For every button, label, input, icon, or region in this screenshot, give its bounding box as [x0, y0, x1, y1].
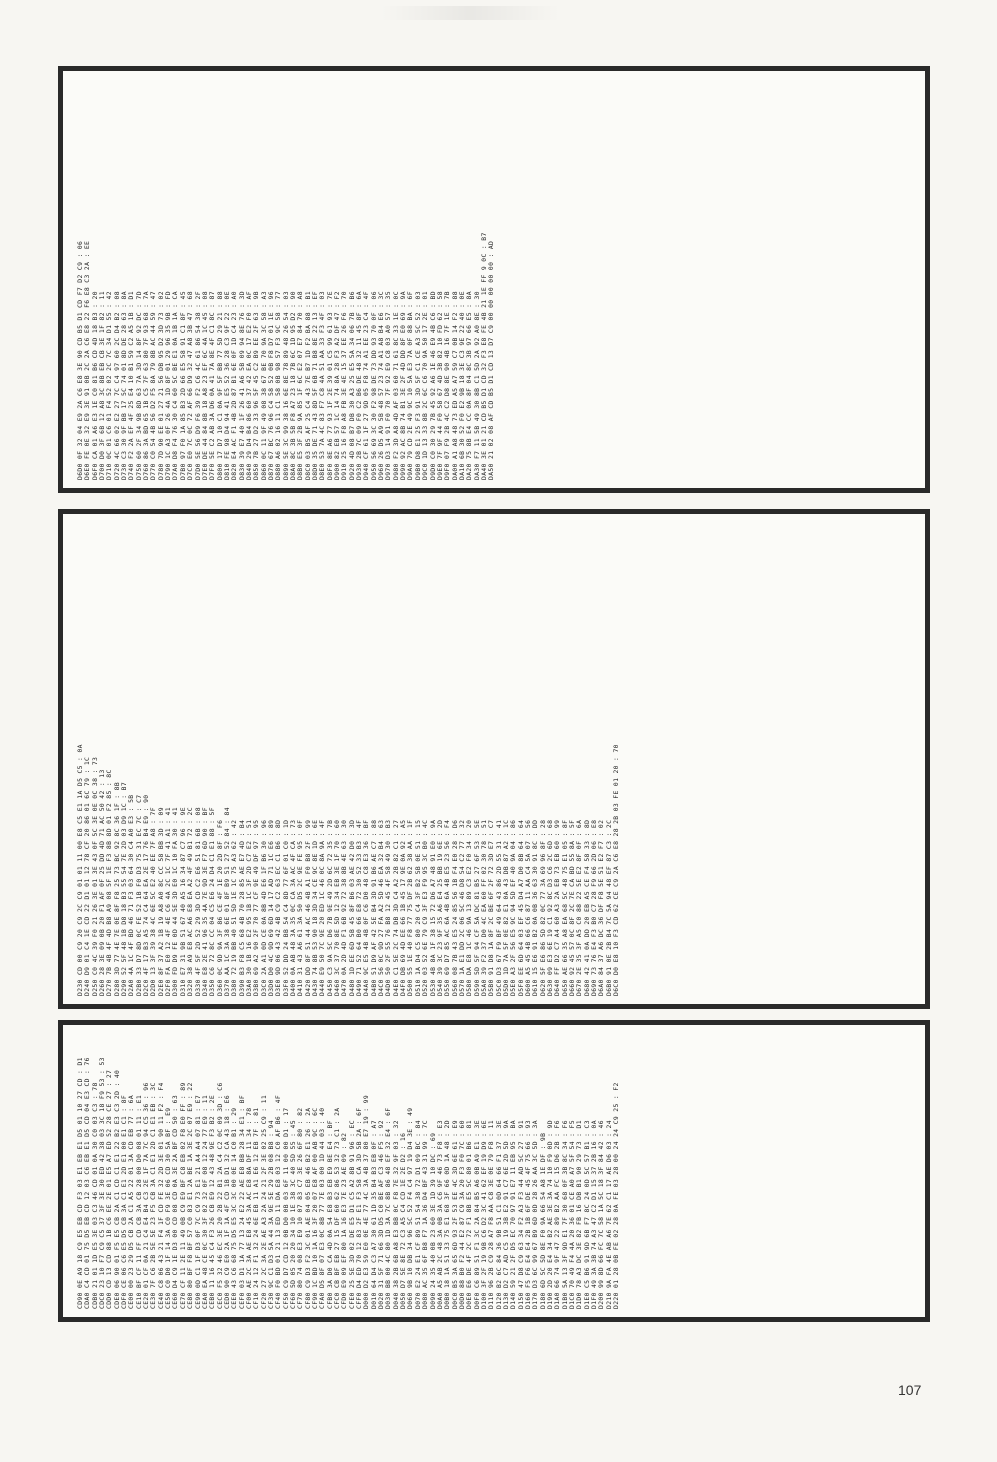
hex-line: D900 82 EB 57 1C 14 74 8A 28 F3 A2 DF 47 : F2	[333, 291, 342, 480]
hex-line: D9A0 79 CD 2E 49 9C 10 5A E3 7A 0F 88 BA : 6F	[406, 291, 415, 480]
scan-smudge	[380, 6, 560, 20]
hex-line: D4A0 9C E5 4B 4B 0F C6 D0 48 C8 E3 36 : BF	[362, 819, 371, 996]
hex-line: D7D0 5E 56 D9 F6 39 F2 C6 4C 61 86 54 38 : 2F	[193, 291, 202, 480]
hex-line: D640 FF D2 C7 A4 60 A3 2A EB 73 EB 60 : 99	[553, 819, 562, 996]
hex-line: D810 FE 98 D4 94 41 E5 52 36 28 C3 9F 22 : 0E	[222, 291, 231, 480]
hex-line: D1C0 70 49 F4 4A 20 36 01 CE A0 A7 5F 54 : F5	[568, 1120, 577, 1309]
hex-line: CE20 01 CF 0A 21 C4 E4 B4 C3 2E 1F 7A 7C 94 C5 36 : 96	[142, 1082, 151, 1309]
hex-line: D540 39 3C 23 9F 35 A6 E4 25 BB 19 6E : 2D	[435, 819, 444, 996]
hex-line: D590 5D 5F 94 CF 5A DC 81 B5 27 6F 53 : 5E	[472, 819, 481, 996]
hex-line: D8C0 03 B5 AF 25 C4 43 7E B7 1D F2 BA 88 : B1	[303, 291, 312, 480]
hex-line: D650 AE 66 35 A8 EA 68 5C 48 75 E1 05 : 8F	[560, 819, 569, 996]
hex-line: D740 F2 2A EF 4F 25 E4 10 B1 59 C2 A5 1B : D1	[127, 291, 136, 480]
hex-line: D380 72 19 BB 40 51 5D 1E 1C 75 A3 62 : 42	[230, 819, 239, 996]
hex-line: D6D0 0F 32 04 E9 2A C6 E8 3E 90 CD B5 D1 CD F7 D2 C9 : 06	[76, 240, 84, 480]
hex-line: DA50 21 02 08 AF CD B5 D1 CD 13 D7 C9 00 00 00 00 00 : AD	[487, 240, 496, 480]
hex-line: D880 A6 02 16 11 C1 58 0B 98 57 F3 9C 58 : 77	[274, 291, 283, 480]
hex-line: D6B0 91 0E 2B B4 7C 5A 94 48 EF 87 C3 : 2C	[604, 819, 613, 996]
hex-line: CE40 C8 06 43 21 F4 1F CD FE 32 2D 3E 01 90 11 F2 : F4	[156, 1082, 165, 1309]
hex-line: D830 39 E7 40 1F 26 41 A6 5B 09 94 8E 76 : 3D	[237, 291, 246, 480]
hex-line: D910 25 16 F8 A8 FB 3E 4E 15 37 EE 26 F6 : 70	[340, 291, 349, 480]
hex-line: D500 55 1E 40 F8 77 75 DF 2B 62 38 AA : 1F	[406, 819, 415, 996]
hex-line: D060 9B 10 DB 34 96 5C 52 F4 C4 97 19 D4 3E : 49	[406, 1107, 415, 1309]
hex-line: CF00 AE 2C 3A AE E8 45 3A AC E8 8A DF 11 34 : 78	[244, 1107, 253, 1309]
hex-line: CFB0 3A D0 CA 4D 0A 54 E8 B3 EB E9 BE E4 : BF	[325, 1120, 334, 1309]
hex-line: D890 5E 3C 99 38 16 6E 8E 78 89 48 26 54 : 03	[281, 291, 290, 480]
hex-line: D490 71 52 64 B0 66 E8 72 30 52 33 B3 : 4F	[355, 819, 364, 996]
hex-line: CD90 0E A9 18 C9 E5 EB CD F3 03 E1 EB E1 D5 01 10 27 CD : D1	[76, 1057, 84, 1309]
hex-line: D7E0 DE 44 84 8B 18 A8 23 EF 6C 4A 1C 45 : 08	[200, 291, 209, 480]
hex-line: D240 D9 01 C4 1E CD 22 D1 01 12 78 CF 20 86 01 6C 79 : 1C	[83, 756, 92, 996]
hex-line: D030 BB 00 4C 80 1D 3A 7C 8B 86 48 EF 32 E4 : 6F	[384, 1107, 393, 1309]
hex-line: D790 1C A3 0F 26 4A 1D 8F 01 29 96 35 9B : FD	[164, 291, 173, 480]
hex-line: D780 7D 90 EE 01 27 21 56 DB 95 D2 3D 73 : 02	[156, 291, 165, 480]
hex-line: D050 D7 5E 8E 72 C3 A5 C4 CD 1E 2E D2 : 16	[399, 1132, 408, 1309]
hex-line: CFF0 D4 ED 70 12 83 2F E1 F3 58 CA 3D 5B 2A : 6F	[355, 1107, 364, 1309]
hex-line: D8E0 53 7A 4C 83 F7 C8 4A 51 AA 33 F3 4F : 03	[318, 291, 327, 480]
hex-line: D110 96 2B C9 28 A7 F8 AA C8 3E 0E 79 F8 : 11	[487, 1120, 496, 1309]
hex-line: D3C0 2A A1 0D CE 0A 8B 4D E6 1F B6 30 : 96	[259, 819, 268, 996]
hex-line: D7B0 97 F0 1A 85 B3 2D 66 E5 58 91 C1 8F : 45	[178, 291, 187, 480]
hex-line: D6E0 FE 0E 32 E9 3E 91 0B 2C 2A C6 E8 22 F6 E8 C3 2A : EE	[83, 240, 92, 480]
hex-line: D350 C6 72 8C CC 04 C5 E6 24 D4 C1 E1 88 : 5F	[208, 807, 217, 996]
hex-line: D470 0A 2D 4D F1 6B 92 72 38 8B 4E 63 : 30	[340, 819, 349, 996]
hex-line: D070 E2 24 E1 CF 89 51 54 38 72 D1 09 BC : 84	[413, 1120, 422, 1309]
hex-line: D410 31 43 A6 61 3A 50 D5 2C 9E FE 95 : 0F	[296, 819, 305, 996]
hex-line: CF90 1C BD 10 1A 16 3F 20 07 E8 AF 00 AB 9C : 6C	[311, 1107, 319, 1309]
hex-line: D000 D2 E3 59 E0 0E 4E 77 4C 3A 4B 37 80 E7 19 : 99	[362, 1094, 371, 1309]
hex-line: D3F0 52 DD 24 BB 54 C4 8D 77 6F 01 C0 : 1D	[281, 819, 290, 996]
hex-listing-panel-right	[58, 66, 930, 493]
hex-line: D210 9A FA 4E AB A6 7E 62 C1 17 AE D6 03 : 24	[604, 1120, 613, 1309]
hex-line: D4C0 56 0C 9D 27 FA A2 5D 46 EA 32 B4 : 63	[377, 819, 386, 996]
hex-line: CEE0 43 C6 68 75 D5 E5 3C 3C 00 0E 14 C0 B1 : 29	[230, 1107, 239, 1309]
hex-line: D580 DA E8 1C 46 9A 13 89 C3 E2 F0 34 : 20	[465, 819, 474, 996]
hex-line: D860 0C 11 9F 49 08 38 67 BE 70 9A 3C 58 : A3	[259, 291, 268, 480]
hex-line: CF40 F0 BD 01 21 13 ED 11 DA E8 03 12 C0 AF B6 : 4F	[274, 1094, 283, 1309]
hex-line: D1E0 C5 B6 91 9D 6B F7 8C 24 0D 5C 57 B1 : C3	[582, 1120, 591, 1309]
hex-line: D7A0 D8 F4 76 30 C4 60 5C BE E1 0A 1B 1A : CA	[171, 291, 180, 480]
hex-line: D390 B3 F8 C5 68 4B 70 28 85 AE E7 4D : B4	[237, 819, 246, 996]
hex-line: D970 D3 14 91 F0 70 7F 92 E9 C8 03 A0 57 : 35	[384, 291, 393, 480]
hex-line: D3B0 69 A2 90 2F 70 77 CF 9E 49 DF 97 : 95	[252, 819, 261, 996]
hex-listing-middle	[77, 744, 620, 996]
hex-listing-left	[77, 1057, 620, 1309]
hex-line: CE30 7F C6 2B 5E 5E 23 F5 CB 3A C1 E1 2D C1 E1 EB : 3C	[149, 1082, 158, 1309]
hex-line: D9B0 D8 E1 25 F3 91 3D 5F C1 CE A3 5C 52 : 03	[413, 291, 422, 480]
hex-line: D300 FD D9 FE 0D 44 5E 3D E0 1C 10 FA 30 : 41	[171, 807, 180, 996]
hex-line: D2F0 FA E0 12 4F 4E C6 4A 2C 1C 7F 41 A1 : 41	[164, 807, 173, 996]
hex-line: D510 1A D4 C5 80 20 C4 3F B2 5B 0E 51 : 15	[413, 819, 422, 996]
hex-line: D750 60 2F 34 9B 8D 63 7A 3D 14 8F 92 DC : 7D	[134, 291, 143, 480]
hex-line: D5D0 1D 7A 5F 0E 82 E1 0A 43 DB 87 A2 : 1C	[501, 819, 510, 996]
hex-line: CEF0 03 D1 1A 77 13 24 E2 22 AE E8 BB 28 34 E1 : BF	[237, 1094, 246, 1309]
hex-line: D8A0 8C 3B 5B F8 A7 23 18 7B 6C 1D 95 D2 : 90	[288, 291, 297, 480]
hex-listing-panel-left	[58, 1020, 930, 1322]
hex-line: CED0 90 C9 E0 2A 1F 1A 4F CD 1B D1 32 CA 43 18 : E6	[222, 1094, 231, 1309]
hex-line: D5E0 A3 2F 56 E5 9C 94 5D EF 40 9A 04 : 86	[509, 819, 518, 996]
hex-line: D680 42 41 0A DD 20 EB A5 CE F4 58 33 : 8D	[582, 819, 591, 996]
hex-line: D5A0 39 F2 37 D0 4C EA 60 FF 02 30 78 : 51	[479, 819, 488, 996]
hex-line: D180 6D 5C 5D 8E F0 9A 66 54 A8 1E DF : 9B	[538, 1132, 547, 1309]
hex-line: D320 38 A9 E8 AC A6 E8 EA A2 4F 49 B1 72 : 2C	[186, 807, 195, 996]
hex-line: D1D0 78 A3 DC 3E 82 FB 16 DB B1 90 29 73 : D1	[575, 1120, 584, 1309]
hex-line: D0E0 E6 DE 4F 2C 72 F1 8B E5 5C 80 01 B6 : 81	[465, 1120, 474, 1309]
hex-line: CEB0 11 16 45 C4 F3 26 CB E9 12 43 48 9E F3 B2 : 2E	[208, 1094, 217, 1309]
hex-line: D400 0A AB 48 3A 35 0C CA 3A AC 4F CA : 73	[288, 819, 297, 996]
hex-line: D2D0 13 3F 39 38 4C 6E 5C E2 40 EE 7F A8 : 7F	[149, 807, 158, 996]
hex-line: D710 0C 01 C6 01 F4 52 02 2C 7C 34 D1 55 : 42	[105, 291, 114, 480]
hex-listing-panel-middle	[58, 509, 930, 1009]
page-number: 107	[898, 1382, 922, 1398]
hex-line: D480 1D EE 6D 5B 45 8F B6 03 AE 42 D0 : 3D	[347, 819, 356, 996]
hex-line: D960 26 D5 A9 5B 48 57 23 74 A1 A8 B4 E6 : 3C	[377, 291, 386, 480]
hex-line: D3E0 9D 06 43 42 4B C9 C2 63 EC C1 B6 : 8D	[274, 819, 283, 996]
hex-line: CF50 C9 D7 CD 12 0B D0 0B 03 6F 11 00 00 D1 : 17	[281, 1107, 290, 1309]
hex-line: D550 69 D7 85 AC 6A 4B 6A 4B E5 23 56 : F4	[443, 819, 452, 996]
hex-line: D620 5F E6 86 5D 82 0C 77 3A 69 96 8F : 28	[538, 819, 547, 996]
hex-line: D2B0 33 D7 8D 0C FE 52 1B F0 D3 75 31 EC 7C : C7	[134, 794, 143, 996]
hex-line: D0F0 C6 89 51 F1 3C 2A 84 B5 A6 0B A9 E1 : 3E	[472, 1120, 481, 1309]
hex-line: D250 C0 4C 39 F0 21 26 3E 01 3E 43 0F 5C 3E 0E 0C 38 : 73	[90, 756, 99, 996]
hex-line: DA30 F7 11 5B 49 30 8B C1 5D 2A 92 A0 8E : 30	[472, 291, 481, 480]
hex-line: D100 3F 2F 19 9B C6 D2 3C 41 62 EF 19 D9 : 6E	[479, 1120, 488, 1309]
hex-line: D460 3C 37 70 8E 5D 12 34 EB 3E 1F 70 : 60	[333, 819, 342, 996]
hex-line: D660 92 45 57 0C 8F 2C 7E CA BD 55 8A : 5F	[568, 819, 577, 996]
hex-line: CDD0 CD 13 CD 88 1B C6 EE 2E 01 E5 A7 ED 52 28 CE 27 : 27	[105, 1069, 114, 1309]
hex-line: D940 CF 61 1F 27 9D 05 F8 74 A1 EE 23 C4 : 4F	[362, 291, 371, 480]
hex-line: DA40 3E 01 21 CD B5 D1 CD 32 F3 E8 FE 4B 21 1E FF 9 0C : B7	[479, 232, 488, 480]
hex-line: D520 03 52 6E 79 C9 3F E3 F9 95 3C B0 : 4C	[421, 819, 430, 996]
hex-line: CEA0 EA 48 CE 0C 30 3F 02 32 0F 08 12 24 77 E9 : 11	[200, 1094, 209, 1309]
hex-line: D4D0 50 2F 55 76 B8 12 45 4F 58 49 30 : B3	[384, 819, 393, 996]
hex-line: D690 73 76 E4 F3 B0 C7 28 F9 66 2D 06 : E8	[590, 819, 599, 996]
hex-line: CF30 9C C1 D3 5A 44 3A 9E 5E 29 2B 08 B8 : 94	[266, 1120, 275, 1309]
hex-line: D870 67 BC 76 96 C4 58 52 0B F8 D7 01 1E : 96	[266, 291, 275, 480]
hex-line: D360 0C 9D 9A 3F 86 CE 4F 1E 20 2D 8F : F6	[215, 819, 224, 996]
hex-line: D700 D0 3F 6B 12 A8 3C 8B EB CB 3E 1F 82 : 11	[98, 291, 107, 480]
hex-line: D330 4F 5F 2D 52 29 3D CD C2 E6 51 81 6B : 08	[193, 807, 202, 996]
hex-line: D6F0 CA 01 A6 E3 1E C0 81 B6 CD 4D 18 B3 : 20	[90, 291, 99, 480]
hex-line: D090 24 35 40 0B 23 60 3E 1D 39 10 DC : 69	[428, 1132, 437, 1309]
hex-line: D3D0 D0 4C 9D 69 6D 14 17 AD 71 1C E6 : 89	[266, 819, 275, 996]
hex-line: D600 A5 45 4B 66 C6 87 11 AA C4 5A 07 : 56	[523, 819, 532, 996]
hex-line: D730 C3 30 9F BB 17 5C 74 01 8D DE 28 63 : 8A	[120, 291, 129, 480]
hex-line: D2A0 4A 1C 4F BD 46 71 F3 03 64 30 C4 A0 E3 : 5B	[127, 794, 136, 996]
hex-line: D0A0 A5 AB 2C 48 3A 0B 3A C6 9F 46 73 F8 : E3	[435, 1120, 444, 1309]
hex-line: D130 D2 C7 AD C5 19 3B E2 91 C7 6E 2D 5D : 9A	[501, 1120, 510, 1309]
hex-line: D0B0 18 1A 51 33 75 E1 68 3F 66 0D 1A 48 : 2D	[443, 1120, 452, 1309]
hex-line: CF20 27 2C 3A 2E AE A3 2A 24 21 2F 3E 02 25 C9 : 11	[259, 1094, 268, 1309]
hex-line: D220 01 28 0B FE 02 28 0A FE 03 28 00 24 24 C9 25 : F2	[612, 1082, 621, 1309]
hex-line: CFA0 D5 8F 07 E3 0C 8B 77 7E 03 00 1D 44 03 : 40	[318, 1107, 327, 1309]
hex-line: D020 31 5F 71 66 3D D5 C0 BE AF C3 46 F5 : 92	[377, 1120, 386, 1309]
hex-line: D290 52 5F 48 1B D8 18 B3 55 54 7E 2D 03 D9 1C : B7	[120, 781, 129, 996]
hex-line: CEC0 F5 32 46 EC 3E 20 2B 22 B1 2A C4 C2 0C 09 3D : C6	[215, 1082, 224, 1309]
hex-line: D850 7B 27 D2 33 96 5F 45 C2 B9 EE 2F 63 : 9B	[252, 291, 261, 480]
hex-line: D800 17 D7 10 C1 0A 9F 5F BB 77 5D 29 21 : 88	[215, 291, 224, 480]
hex-line: CF60 5D 05 20 20 34 10 1E 38 3C 40 5D 55 : 45	[288, 1120, 297, 1309]
hex-line: D340 E8 2E 41 96 35 4A 7E 9D 3E F7 6D 90 : BF	[200, 807, 209, 996]
hex-line: CE10 BF CF 11 FF CD CB 3A CB 28 00 D0 08 01 11 : E1	[134, 1094, 143, 1309]
hex-line: CF70 80 74 08 E3 E9 10 07 83 C7 3E 26 6F 80 : 82	[296, 1107, 305, 1309]
hex-line: D990 92 AC 8B 74 B1 3E 2F 4D DD 8F E0 69 : 9A	[399, 291, 408, 480]
hex-line: D200 99 8D 66 FC 7C 58 1A 5C 18 3F 84 42 : 46	[597, 1120, 606, 1309]
hex-line: D670 2E 35 3F A5 C0 88 22 5E E2 8F 0F : 6A	[575, 819, 584, 996]
hex-line: D230 CD 00 C9 20 C9 2C C9 01 01 11 00 E8 C5 E1 1A D5 C5 : 0A	[76, 744, 84, 996]
hex-line: D160 F5 F6 E4 E4 2B 1B 6F DE 45 4F 75 66 : 93	[523, 1120, 532, 1309]
hex-line: CE50 C0 D0 1F 14 3A C0 F9 3E 06 CD 30 5A BF : E9	[164, 1107, 173, 1309]
hex-line: CF10 24 12 F1 32 24 6E EB 11 A1 E6 12 EB 7F : 81	[252, 1107, 261, 1309]
hex-line: D2E0 8F 37 A2 1B 19 A8 A0 8C CC 58 BB 3D : 09	[156, 807, 165, 996]
hex-line: CE60 D4 C9 1E D3 00 CD 08 CD 0A 3E 2A BF CD 50 : 63	[171, 1094, 180, 1309]
hex-line: D420 DD 8F 51 44 AC 46 4B A1 F0 B8 2F : 99	[303, 819, 312, 996]
hex-line: CE80 80 BF F8 BF 57 C0 83 E1 2A BE 1A 3E 2C 07 E9 : 22	[186, 1082, 195, 1309]
hex-line: D0D0 88 B0 F2 44 E2 87 C9 3A 20 F3 F0 7C : 60	[457, 1120, 466, 1309]
hex-line: D190 2D 20 E4 34 B2 AE 3E 3A 74 10 F9 0D : 9D	[546, 1120, 554, 1309]
hex-line: D260 28 3E 09 0B 20 F1 AF 0F 25 DD 4D 71 AC 50 42 : 13	[98, 769, 107, 996]
hex-line: D450 C3 9A 5C D6 7B 9E 49 2D 6C 72 35 : 7B	[325, 819, 334, 996]
hex-line: D3A0 30 1B 16 E2 95 1B 1C 3F 2D C7 E2 : 51	[244, 819, 253, 996]
hex-line: D5F0 EE 6D 64 03 EF 45 D4 A7 D0 8B 64 : 64	[516, 819, 525, 996]
hex-line: D7F0 5E C2 AB 3A D6 0A 41 7A 8E 4F C1 8C : 87	[208, 291, 217, 480]
hex-line: D270 7B 4B 4F 4D B8 A9 08 5F 1E F3 8B 8D 01 F2 85 : 8C	[105, 769, 114, 996]
hex-line: D920 4D 08 B7 DB 30 A3 25 E5 5A 34 06 7B : B6	[347, 291, 356, 480]
hex-line: D610 15 E6 91 B2 0A 0B 36 63 30 91 8C : DD	[531, 819, 540, 996]
hex-line: D4B0 51 D9 AF 42 5E B4 3D 91 B6 AE C7 : 88	[369, 819, 378, 996]
hex-line: D280 3D 77 4E 7E 0E 8F F8 25 73 BC 92 8C 36 1F : 8B	[112, 781, 121, 996]
hex-line: D1A0 66 74 9F 47 22 89 B2 AA FC 15 D6 2B : F6	[553, 1120, 562, 1309]
hex-line: D4E0 C1 5E 2C 74 DB 3D C4 A2 2B 82 C1 : 27	[391, 819, 400, 996]
hex-line: D1F0 49 3A 3B 74 A3 47 C2 D1 15 37 2B 16 : 0A	[590, 1120, 599, 1309]
hex-line: CDE0 06 90 01 F5 E5 CB 2A C1 CD C1 E1 22 B2 E3 C3 2D : 40	[112, 1069, 121, 1309]
hex-line: D6A0 84 37 A6 DC 36 DF F8 5E 51 E2 F7 : 02	[597, 819, 606, 996]
hex-line: CDF0 CE 06 C6 E5 D5 CB 3A C1 E1 2D E1 00 E1 C1 : 8F	[120, 1094, 129, 1309]
hex-line: D6C0 D0 E8 10 F3 CD 62 CE C9 2A C6 E8 28 2B 03 FE 01 20 : 70	[612, 744, 621, 996]
hex-line: D9C0 1D 13 33 8B 2C 6C C6 70 9A 50 17 2E : 01	[421, 291, 430, 480]
hex-line: DA20 75 8B E4 CC 0A 8F 04 8C 3B 97 66 E5 : 8A	[465, 291, 474, 480]
hex-line: D040 38 2B 6B A8 E3 BB 0C F8 7E 32 9F 03 : 32	[391, 1120, 400, 1309]
hex-line: D370 AA 1C 3A 38 6E 01 8F B9 51 27 52 84 : 84	[222, 807, 231, 996]
hex-line: D120 B2 6C 84 36 9B 51 C1 0D 64 66 F1 37 : 3E	[494, 1120, 503, 1309]
hex-line: D7C0 E0 7C 0C 72 AF 66 D9 32 47 A8 3B 47 : 68	[186, 291, 195, 480]
hex-line: D770 C0 54 4B 56 D2 F5 8A 79 8B AC 44 59 : 47	[149, 291, 158, 480]
hex-line: D930 2B 7C 09 F0 C2 B6 DE 48 32 11 45 8F : 6A	[355, 291, 364, 480]
hex-line: CDB0 21 01 1D E5 3E 03 C3 46 CD 01 0A 30 C0 03 C3 : 78	[90, 1082, 99, 1309]
hex-line: D5C0 D3 67 F9 BF 49 64 43 86 2D 55 31 : 41	[494, 819, 503, 996]
hex-line: D980 F2 3D A8 4D AF 03 60 71 61 8C 33 1E : 0C	[391, 291, 400, 480]
hex-line: D570 1A E1 DD 2C 06 5C 46 D8 54 C2 77 : 32	[457, 819, 466, 996]
hex-line: D310 E7 31 9B 51 67 40 A5 16 34 87 C7 96 : 9E	[178, 807, 187, 996]
hex-listing-right	[77, 232, 496, 480]
hex-line: CDC0 23 10 F7 C9 C5 37 3F 3E 30 ED 42 38 03 3C 18 F9 53 : 53	[98, 1057, 107, 1309]
hex-line: DA00 A1 A8 48 73 ED A5 A7 59 C7 0B 14 F2 : 88	[450, 291, 459, 480]
hex-line: D560 08 7B 43 E5 24 85 56 1B F4 E0 28 : D6	[450, 819, 459, 996]
hex-line: D8F0 8E A6 77 93 1F 2E 39 01 C5 99 61 93 : 7E	[325, 291, 334, 480]
hex-line: D840 29 D4 B4 86 60 37 42 EA 0C 17 E2 F0 : AF	[244, 291, 253, 480]
hex-line: D1B0 5A 13 3F 9D E1 7F 30 68 0F 3B 8C 34 : F6	[560, 1120, 569, 1309]
hex-line: D140 59 21 2F D5 EC 70 97 91 E7 11 EB 95 : BA	[509, 1120, 518, 1309]
hex-line: D150 47 D8 C9 63 34 F2 A3 F3 44 AD 5C 27 : 91	[516, 1120, 525, 1309]
hex-line: D0C0 B5 3A 65 6D 93 2F 53 EE 4C 3D 6E 61 : E9	[450, 1120, 459, 1309]
hex-line: D5B0 91 D8 1A 8F 2C BE 6F 2F 72 3D E7 : C7	[487, 819, 496, 996]
hex-line: D950 56 69 3C 30 F2 98 DE 73 DD 93 70 0F : 06	[369, 291, 378, 480]
hex-line: D430 74 8B 53 90 18 3D 34 CE 9C 8E 1D : 6E	[311, 819, 319, 996]
hex-line: CFC0 CB BF EB 27 15 DF 60 62 86 53 32 73 C1 : 2A	[333, 1107, 342, 1309]
hex-line: D8D0 35 DE 71 43 8D 5F 6B 71 B8 8E 22 13 : EF	[311, 291, 319, 480]
hex-line: CE90 0D C1 1F D3 0F 7C C9 73 E1 21 A4 A4 07 81 : E7	[193, 1094, 202, 1309]
hex-line: D760 86 3A BD 65 1B C5 7F 63 80 7F 93 68 : 7A	[142, 291, 151, 480]
hex-line: D010 64 D4 C3 A7 30 61 1D 35 B4 B3 EB 0F : A7	[369, 1120, 378, 1309]
hex-line: CE70 CF 11 2E 11 49 0B C9 E9 BF C8 EB 02 F8 E0 FF : 89	[178, 1082, 187, 1309]
hex-line: D9E0 7F 9F 44 F0 58 67 4D 3B 82 10 FD 62 : 58	[435, 291, 444, 480]
hex-line: D9D0 C0 30 29 7B 45 92 A6 1E 46 E9 4B C6 : BD	[428, 291, 437, 480]
hex-line: CDA0 C4 CD 01 75 D5 EB CD 12 03 C6 EB E1 D5 CD 04 E3 CD : 76	[83, 1057, 92, 1309]
hex-line: CFD0 E9 09 EF 80 1A 16 E3 7E 23 AE 09 : 82	[340, 1132, 349, 1309]
hex-line: D720 4C 66 02 E2 27 7C C4 97 60 2C D4 B2 : 08	[112, 291, 121, 480]
hex-line: D440 E9 50 7C 9E 20 ED 1C 46 0C 8A 9A : 4F	[318, 819, 327, 996]
hex-line: D820 E4 AC F1 4B 2D 87 B1 6E 0F 1D C4 23 : A0	[230, 291, 239, 480]
hex-line: CE00 00 23 29 D5 CB 2A C1 A5 22 01 3A CD EB 77 : 6A	[127, 1094, 136, 1309]
hex-line: D2C0 4F 17 B3 A5 74 C4 64 EA 2E 17 76 B4 E9 : 90	[142, 794, 151, 996]
hex-line: D530 4B 8A 1F 38 15 72 D6 A7 48 91 E0 : 9A	[428, 819, 437, 996]
hex-line: DA10 6B 30 52 F0 E2 9B 18 3E C3 9E 22 40 : 0E	[457, 291, 466, 480]
hex-line: D080 AC 35 6F B8 F7 1A 36 D4 BF 43 31 99 : 7C	[421, 1120, 430, 1309]
hex-line: D4F0 DB 69 4D EE 66 1B 45 17 9E 0A 92 : A5	[399, 819, 408, 996]
hex-line: D8B0 E5 3F 2B 9A 85 1F 6C E2 07 E7 84 70 : A8	[296, 291, 305, 480]
hex-line: D9F0 07 F9 2B 4C C2 D8 8E 90 4B 16 7F 1E : 7B	[443, 291, 452, 480]
hex-line: D630 09 E3 6E 19 C1 92 8C D3 C6 2C 6D : 68	[546, 819, 554, 996]
hex-line: CF80 C9 D3 F2 3C 01 AE 04 05 EB 46 B2 E1 26 : 2A	[303, 1107, 312, 1309]
hex-line: CFE0 25 5E 3D 02 DE E5 D1 C5 A2 8B 91 96 : EC	[347, 1120, 356, 1309]
hex-line: D170 D3 6C 99 67 B9 6D 0D 28 26 AA 3C 5D : 3A	[531, 1120, 540, 1309]
